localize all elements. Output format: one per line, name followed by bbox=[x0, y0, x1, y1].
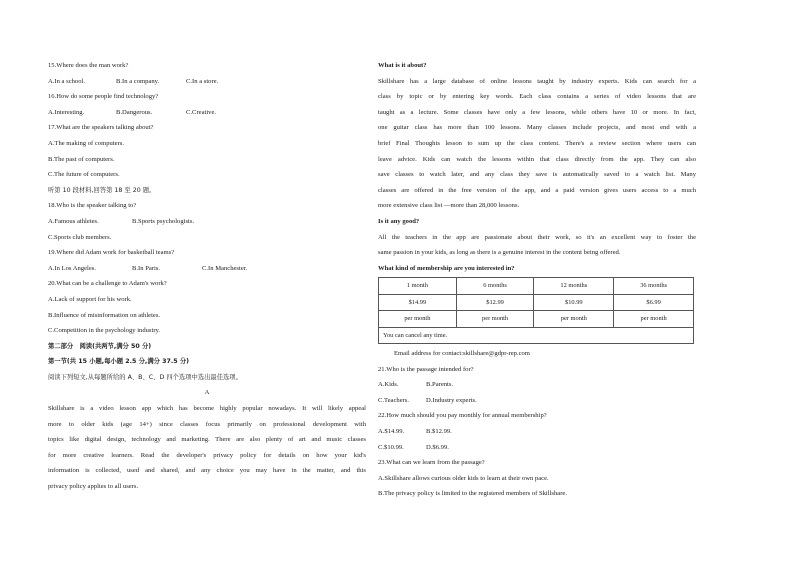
option-d: D.Industry experts. bbox=[426, 396, 477, 404]
period-cell: 1 month bbox=[379, 278, 457, 294]
passage-letter: A bbox=[204, 389, 210, 397]
option-b: B.Parents. bbox=[426, 381, 454, 389]
per-month-cell: per month bbox=[614, 311, 694, 327]
option-a: A.The making of computers. bbox=[48, 139, 124, 147]
question-15: 15.Where does the man work? bbox=[48, 62, 129, 69]
section1-instruction: 阅读下列短文,从每题所给的 A、B、C、D 四个选项中选出最佳选项。 bbox=[48, 373, 242, 381]
per-month-cell: per month bbox=[456, 311, 534, 327]
question-18: 18.Who is the speaker talking to? bbox=[48, 202, 137, 210]
option-b: B.The privacy policy is limited to the registered members of Skillshare. bbox=[378, 490, 567, 498]
paragraph-line: more extensive class list —more than 28,000 lessons. bbox=[378, 202, 520, 210]
passage-line: more to older kids (age 14+) since classes focus primarily on professional development with bbox=[48, 420, 366, 428]
right-column bbox=[378, 58, 696, 502]
question-16: 16.How do some people find technology? bbox=[48, 93, 159, 101]
section1-heading: 第一节(共 15 小题,每小题 2.5 分,满分 37.5 分) bbox=[48, 358, 190, 366]
paragraph-line: Skillshare has a large database of online lessons taught by industry experts. Kids can search for a bbox=[378, 77, 696, 85]
option-a: A.In Los Angeles. bbox=[48, 264, 96, 272]
option-d: D.$6.99. bbox=[426, 443, 449, 451]
option-c: C.Sports club members. bbox=[48, 233, 112, 241]
question-21: 21.Who is the passage intended for? bbox=[378, 365, 474, 373]
passage-line: information is collected, used and shared, and any choice you may have in the matter, and this bbox=[48, 467, 366, 475]
passage-line: Skillshare is a video lesson app which has become highly popular nowadays. It will likely appeal bbox=[48, 405, 366, 413]
question-20: 20.What can be a challenge to Adam's work? bbox=[48, 280, 167, 288]
question-22: 22.How much should you pay monthly for annual membership? bbox=[378, 412, 547, 420]
per-month-cell: per month bbox=[534, 311, 614, 327]
paragraph-line: same passion in your kids, as long as there is a genuine interest in the content being offered. bbox=[378, 249, 621, 257]
option-b: B.$12.99. bbox=[426, 427, 452, 435]
question-23: 23.What can we learn from the passage? bbox=[378, 459, 485, 467]
option-c: C.Teachers. bbox=[378, 396, 410, 404]
option-a: A.Famous athletes. bbox=[48, 217, 99, 225]
option-b: B.Influence of misinformation on athletes. bbox=[48, 311, 161, 319]
paragraph-line: taught as a lecture. Some classes have only a few lessons, while others have 10 or more. In fact, bbox=[378, 108, 696, 116]
passage-line: topics like digital design, technology and marketing. There are also plenty of art and music classes bbox=[48, 436, 366, 444]
question-15-options bbox=[48, 74, 366, 90]
option-b: B.Dangerous. bbox=[116, 108, 153, 116]
period-cell: 36 months bbox=[614, 278, 694, 294]
left-column bbox=[48, 58, 366, 495]
option-b: B.In a company. bbox=[116, 77, 160, 85]
question-21-options bbox=[378, 377, 696, 393]
price-cell: $14.99 bbox=[379, 294, 457, 310]
heading-membership: What kind of membership are you interested in? bbox=[378, 264, 515, 272]
question-16-options bbox=[48, 105, 366, 121]
option-c: C.The future of computers. bbox=[48, 171, 120, 179]
cancel-note: You can cancel any time. bbox=[379, 327, 694, 343]
price-cell: $10.99 bbox=[534, 294, 614, 310]
question-18-options bbox=[48, 214, 366, 230]
option-a: A.Lack of support for his work. bbox=[48, 295, 132, 303]
passage-line: for more creative learners. Read the developer's privacy policy for details on how your kid's bbox=[48, 451, 366, 459]
paragraph-line: All the teachers in the app are passionate about their work, so it's an excellent way to foster the bbox=[378, 233, 696, 241]
paragraph-line: save classes to watch later, and any class they save is automatically saved to a watch list. Many bbox=[378, 171, 696, 179]
question-22-options bbox=[378, 440, 696, 456]
passage-line: privacy policy applies to all users. bbox=[48, 483, 139, 491]
option-c: C.$10.99. bbox=[378, 443, 404, 451]
price-cell: $6.99 bbox=[614, 294, 694, 310]
option-c: C.Competition in the psychology industry. bbox=[48, 327, 161, 335]
option-a: A.Interesting. bbox=[48, 108, 85, 116]
paragraph-line: one guitar class has more than 100 lessons. Many classes include projects, and most end with a bbox=[378, 124, 696, 132]
option-a: A.Skillshare allows curious older kids to learn at their own pace. bbox=[378, 474, 549, 482]
paragraph-line: classes are offered in the free version of the app, and a paid version gives users access to a much bbox=[378, 186, 696, 194]
table-row bbox=[379, 327, 694, 343]
membership-table bbox=[378, 277, 694, 344]
contact-email: Email address for contact:skillshare@gdpr-rep.com bbox=[394, 349, 530, 357]
table-row bbox=[379, 311, 694, 327]
heading-is-it-any-good: Is it any good? bbox=[378, 217, 420, 225]
part2-heading: 第二部分 阅读(共两节,满分 50 分) bbox=[48, 342, 152, 350]
option-c: C.In a store. bbox=[186, 77, 219, 85]
option-b: B.Sports psychologists. bbox=[132, 217, 195, 225]
question-19: 19.Where did Adam work for basketball teams? bbox=[48, 249, 175, 257]
option-a: A.In a school. bbox=[48, 77, 85, 85]
question-21-options bbox=[378, 393, 696, 409]
question-19-options bbox=[48, 261, 366, 277]
option-c: C.Creative. bbox=[186, 108, 217, 116]
option-b: B.In Paris. bbox=[132, 264, 161, 272]
paragraph-line: class by topic or by entering key words. Each class contains a series of video lessons that are bbox=[378, 93, 696, 101]
table-row bbox=[379, 294, 694, 310]
option-a: A.Kids. bbox=[378, 381, 399, 389]
option-a: A.$14.99. bbox=[378, 427, 405, 435]
instruction-18-20: 听第 10 段材料,回答第 18 至 20 题。 bbox=[48, 186, 156, 194]
heading-what-is-it-about: What is it about? bbox=[378, 62, 427, 69]
option-b: B.The past of computers. bbox=[48, 155, 115, 163]
paragraph-line: leave advice. Kids can watch the lessons within that class directly from the app. They can also bbox=[378, 155, 696, 163]
question-17: 17.What are the speakers talking about? bbox=[48, 124, 154, 132]
paragraph-line: brief Final Thoughts lesson to sum up the class content. There's a review section where users can bbox=[378, 139, 696, 147]
period-cell: 12 months bbox=[534, 278, 614, 294]
question-22-options bbox=[378, 424, 696, 440]
price-cell: $12.99 bbox=[456, 294, 534, 310]
table-row bbox=[379, 278, 694, 294]
per-month-cell: per month bbox=[379, 311, 457, 327]
period-cell: 6 months bbox=[456, 278, 534, 294]
option-c: C.In Manchester. bbox=[202, 264, 248, 272]
